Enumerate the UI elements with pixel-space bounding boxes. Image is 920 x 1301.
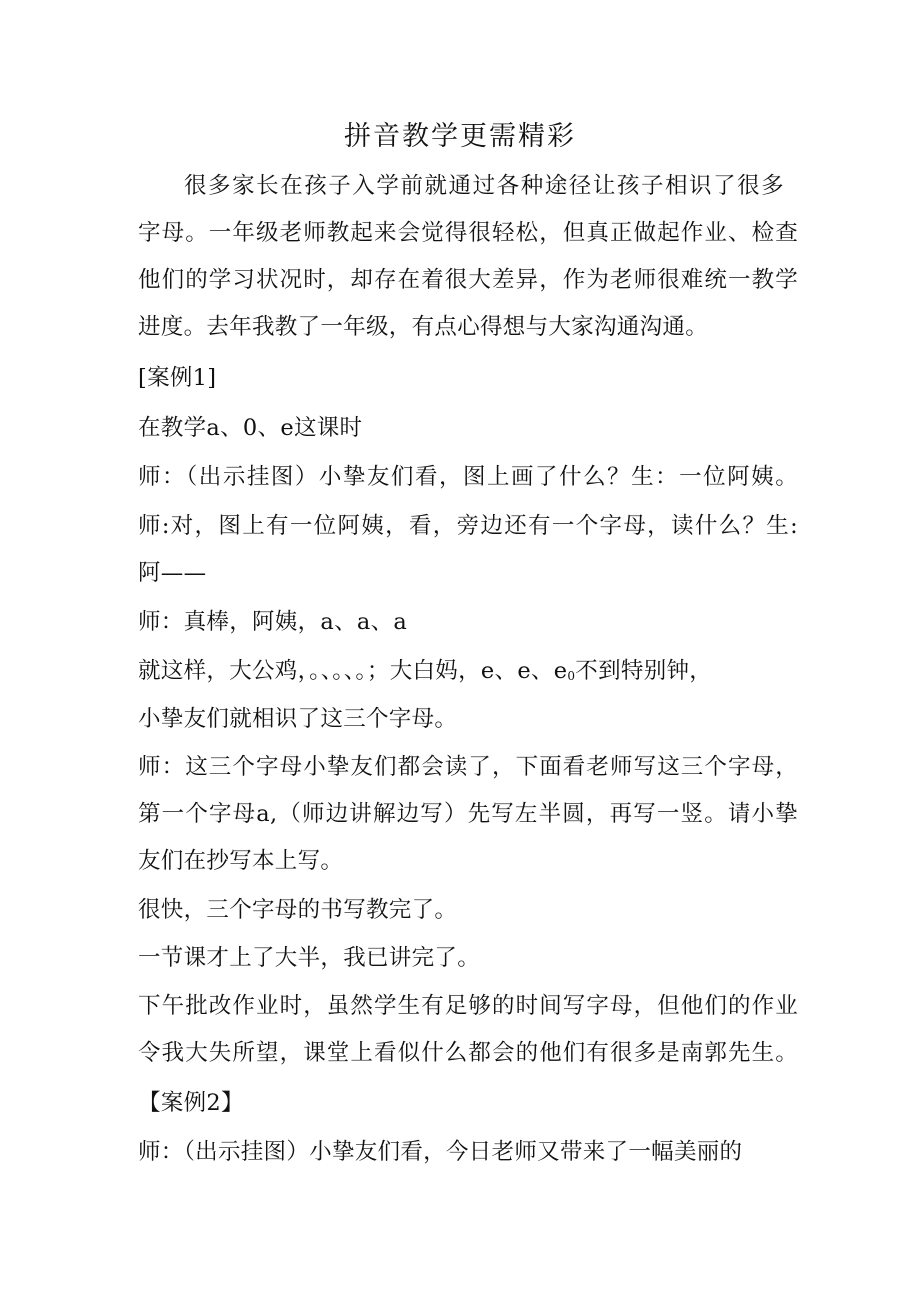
paragraph-line: 令我大失所望，课堂上看似什么都会的他们有很多是南郭先生。 xyxy=(138,1040,798,1066)
paragraph-line: 在教学a、0、e这课时 xyxy=(138,415,363,441)
paragraph-line: 进度。去年我教了一年级，有点心得想与大家沟通沟通。 xyxy=(138,314,709,340)
dialogue-line: 师：（出示挂图）小挚友们看，今日老师又带来了一幅美丽的 xyxy=(138,1139,743,1165)
paragraph-line: 他们的学习状况时，却存在着很大差异，作为老师很难统一教学 xyxy=(138,267,798,293)
case-heading: [案例1] xyxy=(138,365,217,391)
paragraph-line: 很多家长在孩子入学前就通过各种途径让孩子相识了很多 xyxy=(184,173,784,199)
line-text: 就这样，大公鸡，。、。、。；大白妈，e、e、e xyxy=(138,658,568,684)
paragraph-line: 友们在抄写本上写。 xyxy=(138,848,344,874)
case-heading: 【案例2】 xyxy=(138,1090,244,1116)
paragraph-line xyxy=(138,653,798,694)
document-title: 拼音教学更需精彩 xyxy=(344,121,576,152)
dialogue-line: 师:对，图上有一位阿姨，看，旁边还有一个字母，读什么？生: xyxy=(138,513,798,539)
paragraph-line: 一节课才上了大半，我已讲完了。 xyxy=(138,945,481,971)
dialogue-line: 第一个字母a,（师边讲解边写）先写左半圆，再写一竖。请小挚 xyxy=(138,801,798,827)
dialogue-line: 阿—— xyxy=(138,560,207,586)
paragraph-line: 小挚友们就相识了这三个字母。 xyxy=(138,706,458,732)
subscript-text: 0 xyxy=(567,669,576,683)
paragraph-line: 下午批改作业时，虽然学生有足够的时间写字母，但他们的作业 xyxy=(138,993,798,1019)
paragraph-line: 很快，三个字母的书写教完了。 xyxy=(138,897,458,923)
dialogue-line: 师：这三个字母小挚友们都会读了，下面看老师写这三个字母， xyxy=(138,754,798,780)
line-text: 不到特别钟， xyxy=(575,658,713,684)
dialogue-line: 师：（出示挂图）小挚友们看，图上画了什么？生：一位阿姨。 xyxy=(138,464,798,490)
paragraph-line: 字母。一年级老师教起来会觉得很轻松，但真正做起作业、检查 xyxy=(138,220,798,246)
dialogue-line: 师：真棒，阿姨，a、a、a xyxy=(138,609,408,635)
